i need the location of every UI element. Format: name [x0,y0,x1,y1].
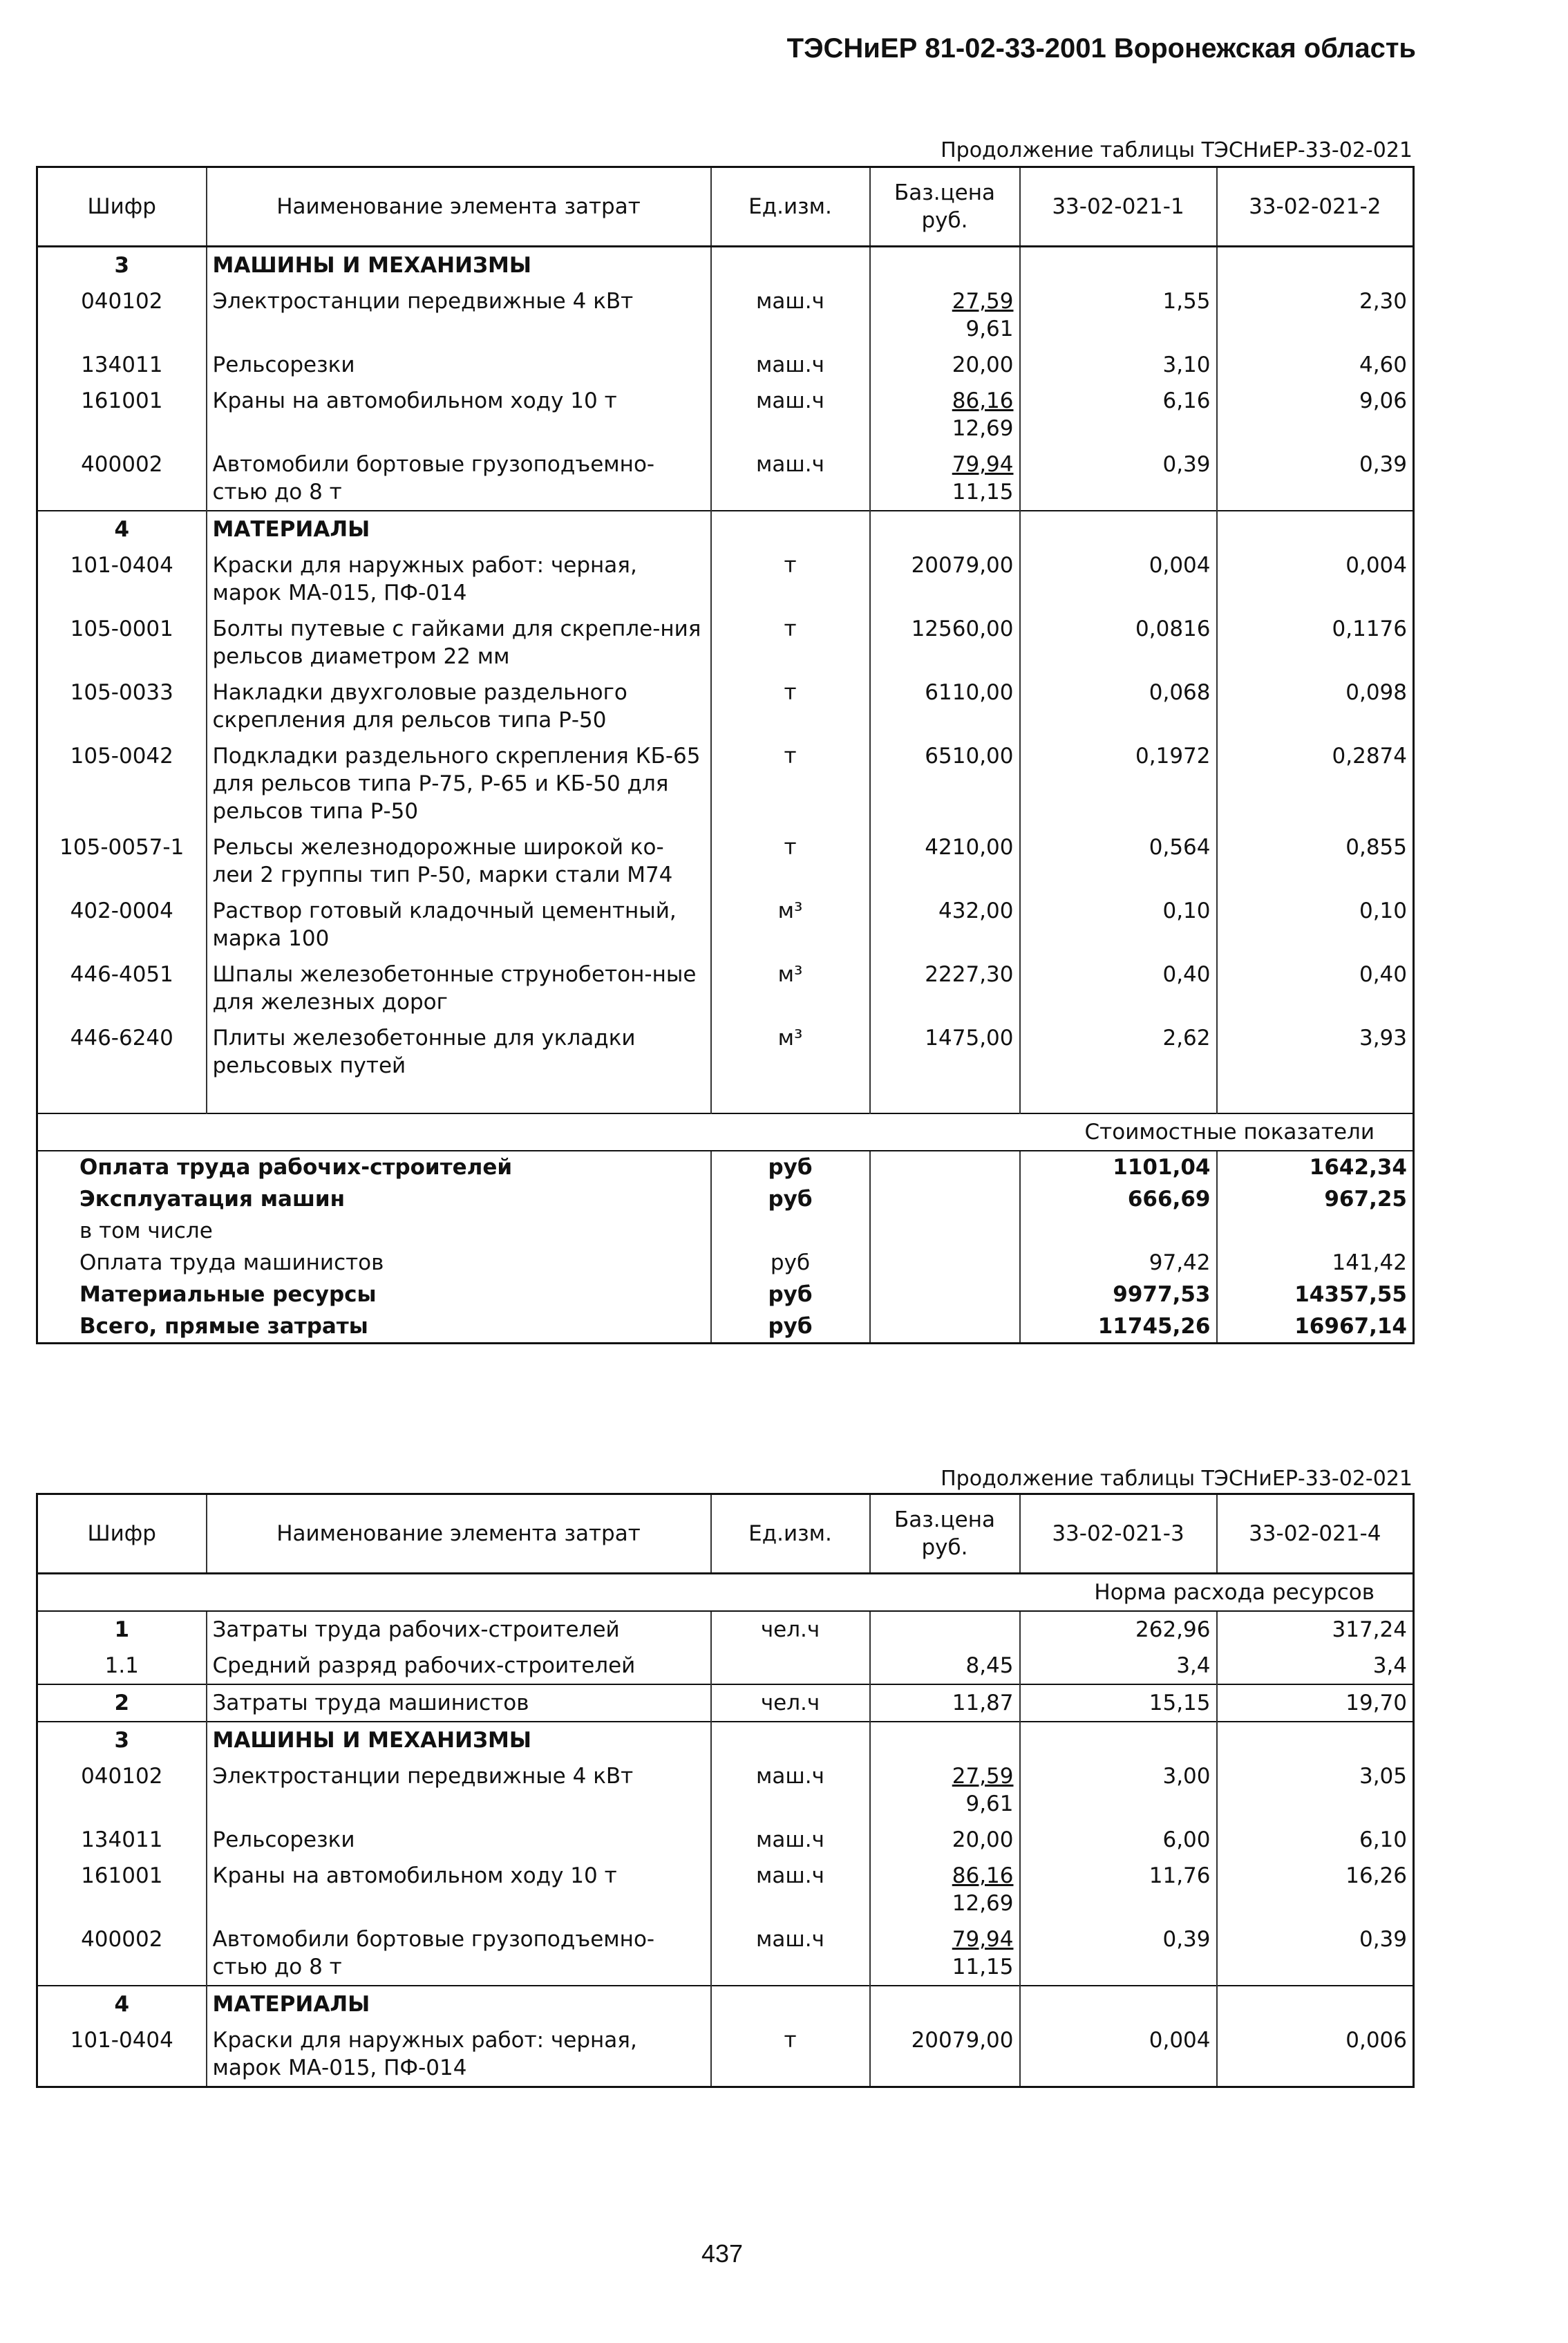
operator-wage-price: 12,69 [952,416,1014,441]
summary-value: 97,42 [1020,1247,1217,1279]
resource-name: Рельсы железнодорожные широкой ко-леи 2 группы тип Р-50, марки стали М74 [207,829,711,893]
norm-value: 0,1176 [1217,611,1414,675]
norm-value: 0,2874 [1217,738,1414,829]
section-number: 3 [37,247,207,284]
resource-code: 400002 [37,446,207,511]
resource-unit: м³ [711,893,870,957]
table-row [37,283,1414,347]
base-price: 20,00 [952,352,1014,377]
price-cell [870,347,1020,383]
operator-wage-price: 11,15 [952,1955,1014,1979]
price-cell [870,446,1020,511]
norm-value: 19,70 [1217,1684,1414,1722]
column-header-name: Наименование элемента затрат [207,1494,711,1574]
norm-value: 0,40 [1217,957,1414,1020]
norm-value: 0,1972 [1020,738,1217,829]
norm-value: 0,068 [1020,675,1217,738]
empty-cell [870,1722,1020,1758]
price-cell [870,611,1020,675]
resource-code: 040102 [37,283,207,347]
table-row [37,829,1414,893]
norm-value: 0,098 [1217,675,1414,738]
empty-cell [1020,1986,1217,2022]
base-price: 20079,00 [911,553,1014,578]
norm-value: 11,76 [1020,1858,1217,1921]
empty-cell [37,1084,207,1113]
base-price: 86,16 [952,1863,1014,1888]
summary-label: Материальные ресурсы [37,1279,711,1310]
spacer-row [37,1084,1414,1113]
norm-value: 3,00 [1020,1758,1217,1822]
table-header-row [37,1494,1414,1574]
norm-value: 0,564 [1020,829,1217,893]
resource-code: 446-6240 [37,1020,207,1084]
resource-unit: чел.ч [711,1684,870,1722]
resource-unit: маш.ч [711,283,870,347]
section-row [37,511,1414,547]
empty-cell [870,1183,1020,1215]
resource-code: 101-0404 [37,547,207,611]
norm-value: 1,55 [1020,283,1217,347]
empty-cell [870,1215,1020,1247]
summary-value: 967,25 [1217,1183,1414,1215]
empty-cell [1020,1084,1217,1113]
resource-code: 040102 [37,1758,207,1822]
base-price: 1475,00 [925,1026,1014,1051]
norm-value: 0,004 [1020,547,1217,611]
empty-cell [207,1084,711,1113]
norm-value: 0,39 [1020,446,1217,511]
norm-value: 2,30 [1217,283,1414,347]
operator-wage-price: 9,61 [965,1791,1014,1816]
base-price: 79,94 [952,1927,1014,1952]
labor-row [37,1611,1414,1648]
table1-caption: Продолжение таблицы ТЭСНиЕР-33-02-021 [941,138,1413,162]
section-row [37,247,1414,284]
price-cell [870,283,1020,347]
summary-value: 9977,53 [1020,1279,1217,1310]
resource-code: 402-0004 [37,893,207,957]
price-cell [870,738,1020,829]
summary-unit: руб [711,1151,870,1183]
resource-unit: т [711,547,870,611]
summary-label: в том числе [37,1215,711,1247]
document-header: ТЭСНиЕР 81-02-33-2001 Воронежская область [786,33,1416,64]
summary-row [37,1183,1414,1215]
empty-cell [711,1084,870,1113]
price-cell [870,829,1020,893]
table-row [37,1921,1414,1986]
norm-value: 0,10 [1217,893,1414,957]
resource-table-1 [36,166,1415,1344]
banner-label: Стоимостные показатели [37,1113,1414,1151]
norm-value: 0,006 [1217,2022,1414,2087]
resource-code: 161001 [37,1858,207,1921]
resource-unit: м³ [711,957,870,1020]
norm-value: 0,004 [1217,547,1414,611]
resource-code: 105-0033 [37,675,207,738]
resource-unit: т [711,611,870,675]
table-row [37,1758,1414,1822]
norm-value: 0,10 [1020,893,1217,957]
empty-cell [1020,247,1217,284]
resource-name: Автомобили бортовые грузоподъемно-стью до 8 т [207,1921,711,1986]
resource-name: Накладки двухголовые раздельного скрепления для рельсов типа Р-50 [207,675,711,738]
resource-table-2 [36,1493,1415,2088]
empty-cell [711,247,870,284]
empty-cell [711,1986,870,2022]
empty-cell [870,511,1020,547]
resource-unit: маш.ч [711,446,870,511]
price-cell [870,1758,1020,1822]
resource-name: Затраты труда рабочих-строителей [207,1611,711,1648]
empty-cell [870,1279,1020,1310]
resource-code: 161001 [37,383,207,446]
base-price: 6110,00 [925,680,1014,705]
cost-indicators-banner [37,1113,1414,1151]
price-cell [870,547,1020,611]
empty-cell [870,1310,1020,1344]
base-price: 27,59 [952,1764,1014,1789]
column-header-norm-1: 33-02-021-1 [1020,167,1217,247]
page-number: 437 [701,2239,744,2268]
resource-unit [711,1648,870,1684]
summary-value [1217,1215,1414,1247]
empty-cell [870,247,1020,284]
resource-code: 105-0001 [37,611,207,675]
resource-name: Краски для наружных работ: черная, марок МА-015, ПФ-014 [207,2022,711,2087]
column-header-price: Баз.цена руб. [870,167,1020,247]
base-price [870,1611,1020,1648]
summary-row [37,1279,1414,1310]
resource-unit: т [711,738,870,829]
summary-label: Всего, прямые затраты [37,1310,711,1344]
resource-name: Рельсорезки [207,1822,711,1858]
empty-cell [870,1084,1020,1113]
section-title: МАШИНЫ И МЕХАНИЗМЫ [207,247,711,284]
resource-code: 1.1 [37,1648,207,1684]
norm-value: 6,16 [1020,383,1217,446]
banner-label: Норма расхода ресурсов [37,1574,1414,1612]
column-header-unit: Ед.изм. [711,1494,870,1574]
resource-code: 105-0042 [37,738,207,829]
norm-value: 0,855 [1217,829,1414,893]
section-row [37,1722,1414,1758]
labor-row [37,1684,1414,1722]
table-row [37,1858,1414,1921]
resource-code: 101-0404 [37,2022,207,2087]
empty-cell [1020,511,1217,547]
resource-unit: маш.ч [711,1822,870,1858]
section-title: МАШИНЫ И МЕХАНИЗМЫ [207,1722,711,1758]
resource-code: 400002 [37,1921,207,1986]
norm-value: 0,0816 [1020,611,1217,675]
resource-name: Затраты труда машинистов [207,1684,711,1722]
section-row [37,1986,1414,2022]
table-row [37,547,1414,611]
resource-code: 105-0057-1 [37,829,207,893]
resource-unit: маш.ч [711,383,870,446]
price-cell [870,2022,1020,2087]
resource-name: Краны на автомобильном ходу 10 т [207,383,711,446]
resource-name: Электростанции передвижные 4 кВт [207,283,711,347]
resource-name: Плиты железобетонные для укладки рельсовых путей [207,1020,711,1084]
norm-value: 4,60 [1217,347,1414,383]
norm-value: 2,62 [1020,1020,1217,1084]
empty-cell [1217,247,1414,284]
base-price: 4210,00 [925,835,1014,860]
labor-row [37,1648,1414,1684]
summary-unit: руб [711,1279,870,1310]
base-price: 8,45 [870,1648,1020,1684]
norm-value: 6,00 [1020,1822,1217,1858]
resource-code: 134011 [37,1822,207,1858]
summary-value: 1642,34 [1217,1151,1414,1183]
section-number: 4 [37,511,207,547]
resource-unit: чел.ч [711,1611,870,1648]
section-title: МАТЕРИАЛЫ [207,1986,711,2022]
table2-caption: Продолжение таблицы ТЭСНиЕР-33-02-021 [941,1467,1413,1491]
norm-value: 3,05 [1217,1758,1414,1822]
price-cell [870,675,1020,738]
norm-value: 15,15 [1020,1684,1217,1722]
base-price: 86,16 [952,388,1014,413]
price-cell [870,383,1020,446]
column-header-unit: Ед.изм. [711,167,870,247]
norm-value: 262,96 [1020,1611,1217,1648]
base-price: 27,59 [952,289,1014,314]
table-row [37,1822,1414,1858]
base-price: 6510,00 [925,744,1014,769]
price-cell [870,1822,1020,1858]
empty-cell [1020,1722,1217,1758]
resource-unit: маш.ч [711,1921,870,1986]
base-price: 12560,00 [911,617,1014,641]
resource-code: 134011 [37,347,207,383]
resource-code: 1 [37,1611,207,1648]
table-row [37,893,1414,957]
base-price: 79,94 [952,452,1014,477]
base-price: 11,87 [870,1684,1020,1722]
column-header-norm-2: 33-02-021-2 [1217,167,1414,247]
table-row [37,1020,1414,1084]
norm-value: 9,06 [1217,383,1414,446]
summary-value: 141,42 [1217,1247,1414,1279]
norm-value: 3,4 [1217,1648,1414,1684]
norm-value: 0,004 [1020,2022,1217,2087]
column-header-code: Шифр [37,167,207,247]
summary-unit: руб [711,1183,870,1215]
norm-value: 16,26 [1217,1858,1414,1921]
resource-name: Автомобили бортовые грузоподъемно-стью до 8 т [207,446,711,511]
column-header-norm-3: 33-02-021-3 [1020,1494,1217,1574]
norm-value: 0,39 [1020,1921,1217,1986]
price-cell [870,1858,1020,1921]
column-header-name: Наименование элемента затрат [207,167,711,247]
resource-name: Средний разряд рабочих-строителей [207,1648,711,1684]
table-row [37,446,1414,511]
empty-cell [1217,511,1414,547]
operator-wage-price: 12,69 [952,1891,1014,1916]
empty-cell [1217,1084,1414,1113]
resource-unit: м³ [711,1020,870,1084]
resource-unit: т [711,2022,870,2087]
resource-unit: т [711,675,870,738]
summary-row [37,1151,1414,1183]
resource-name: Раствор готовый кладочный цементный, марка 100 [207,893,711,957]
summary-value: 11745,26 [1020,1310,1217,1344]
resource-unit: маш.ч [711,1858,870,1921]
summary-row [37,1215,1414,1247]
resource-unit: маш.ч [711,347,870,383]
table-row [37,675,1414,738]
summary-value: 16967,14 [1217,1310,1414,1344]
summary-label: Оплата труда машинистов [37,1247,711,1279]
empty-cell [870,1986,1020,2022]
resource-unit: т [711,829,870,893]
empty-cell [711,1722,870,1758]
resource-name: Болты путевые с гайками для скрепле-ния рельсов диаметром 22 мм [207,611,711,675]
base-price: 2227,30 [925,962,1014,987]
summary-label: Оплата труда рабочих-строителей [37,1151,711,1183]
table-row [37,611,1414,675]
summary-unit [711,1215,870,1247]
base-price: 20079,00 [911,2028,1014,2053]
price-cell [870,893,1020,957]
section-number: 3 [37,1722,207,1758]
summary-value [1020,1215,1217,1247]
resource-name: Краски для наружных работ: черная, марок МА-015, ПФ-014 [207,547,711,611]
norm-value: 0,40 [1020,957,1217,1020]
norm-value: 3,4 [1020,1648,1217,1684]
resource-unit: маш.ч [711,1758,870,1822]
empty-cell [1217,1722,1414,1758]
norm-value: 3,93 [1217,1020,1414,1084]
summary-row [37,1310,1414,1344]
table-row [37,2022,1414,2087]
resource-code: 446-4051 [37,957,207,1020]
operator-wage-price: 11,15 [952,480,1014,505]
norm-value: 6,10 [1217,1822,1414,1858]
section-number: 4 [37,1986,207,2022]
summary-value: 666,69 [1020,1183,1217,1215]
summary-value: 1101,04 [1020,1151,1217,1183]
table-row [37,347,1414,383]
section-title: МАТЕРИАЛЫ [207,511,711,547]
table-row [37,957,1414,1020]
summary-unit: руб [711,1310,870,1344]
summary-value: 14357,55 [1217,1279,1414,1310]
price-cell [870,1921,1020,1986]
resource-name: Краны на автомобильном ходу 10 т [207,1858,711,1921]
empty-cell [1217,1986,1414,2022]
resource-name: Подкладки раздельного скрепления КБ-65 для рельсов типа Р-75, Р-65 и КБ-50 для рельсов типа Р-50 [207,738,711,829]
summary-label: Эксплуатация машин [37,1183,711,1215]
norm-value: 3,10 [1020,347,1217,383]
operator-wage-price: 9,61 [965,317,1014,341]
column-header-code: Шифр [37,1494,207,1574]
base-price: 20,00 [952,1827,1014,1852]
column-header-norm-4: 33-02-021-4 [1217,1494,1414,1574]
norm-value: 0,39 [1217,1921,1414,1986]
column-header-price: Баз.цена руб. [870,1494,1020,1574]
empty-cell [870,1247,1020,1279]
resource-name: Электростанции передвижные 4 кВт [207,1758,711,1822]
price-cell [870,957,1020,1020]
table-row [37,383,1414,446]
summary-unit: руб [711,1247,870,1279]
table-row [37,738,1414,829]
resource-name: Рельсорезки [207,347,711,383]
empty-cell [870,1151,1020,1183]
norm-value: 0,39 [1217,446,1414,511]
resource-code: 2 [37,1684,207,1722]
price-cell [870,1020,1020,1084]
resource-name: Шпалы железобетонные струнобетон-ные для железных дорог [207,957,711,1020]
base-price: 432,00 [938,898,1014,923]
summary-row [37,1247,1414,1279]
empty-cell [711,511,870,547]
norm-value: 317,24 [1217,1611,1414,1648]
table-header-row [37,167,1414,247]
norm-banner [37,1574,1414,1612]
